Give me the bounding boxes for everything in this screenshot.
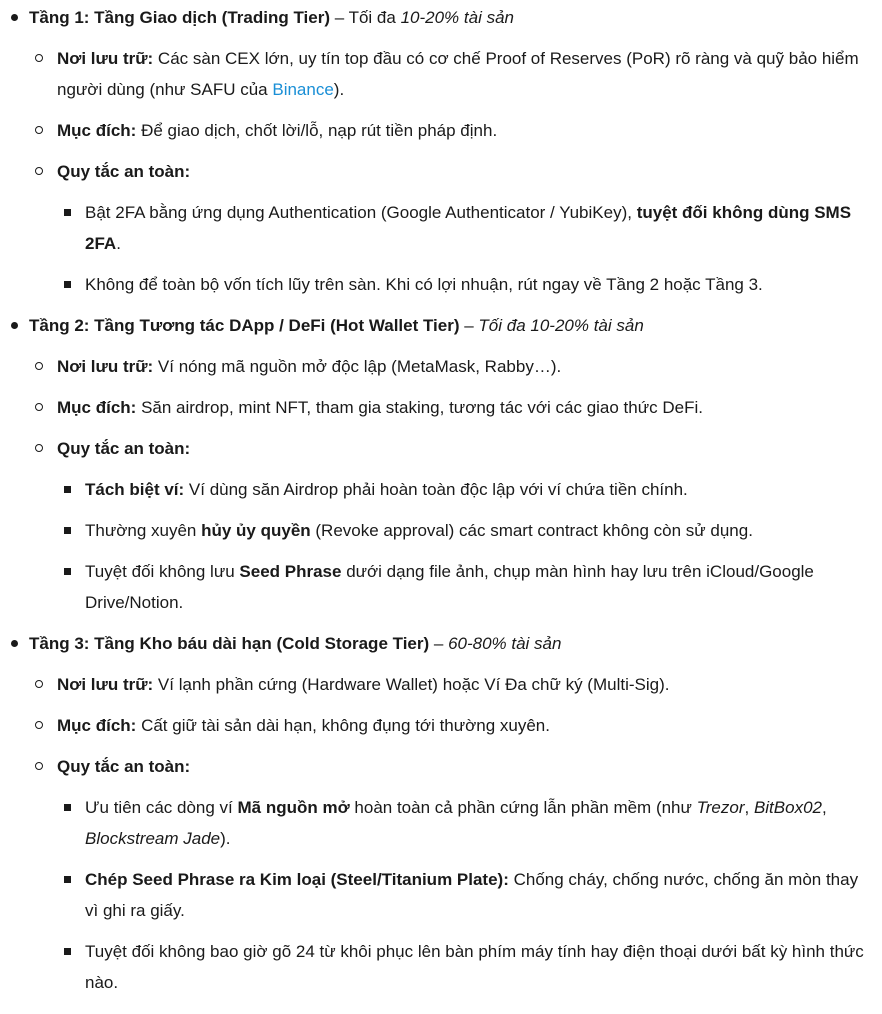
rule-item — [57, 556, 874, 618]
wallet-name: Trezor — [696, 798, 745, 817]
rules-item — [29, 751, 874, 998]
rules-item — [29, 156, 874, 300]
tier-allocation: Tối đa 10-20% tài sản — [478, 316, 644, 335]
disc-bullet-icon — [11, 322, 18, 329]
rule-text: dưới dạng file ảnh, chụp màn hình hay lưu trên iCloud/Google Drive/Notion. — [85, 562, 814, 612]
square-bullet-icon — [64, 527, 71, 534]
storage-text: Ví nóng mã nguồn mở độc lập (MetaMask, Rabby…). — [153, 357, 562, 376]
tier-1-details — [29, 43, 874, 300]
storage-item — [29, 669, 874, 700]
purpose-item — [29, 115, 874, 146]
purpose-label: Mục đích: — [57, 398, 137, 417]
circle-bullet-icon — [35, 762, 43, 770]
purpose-text: Để giao dịch, chốt lời/lỗ, nạp rút tiền pháp định. — [136, 121, 498, 140]
rule-text: Tuyệt đối không lưu — [85, 562, 240, 581]
rule-text: Chống cháy, chống nước, chống ăn mòn thay vì ghi ra giấy. — [85, 870, 859, 920]
rule-item — [57, 474, 874, 505]
circle-bullet-icon — [35, 721, 43, 729]
tier-2-heading — [29, 310, 874, 341]
disc-bullet-icon — [11, 14, 18, 21]
tier-title: Tầng 1: Tầng Giao dịch (Trading Tier) — [29, 8, 330, 27]
rule-list — [57, 474, 874, 618]
rule-text: , — [821, 798, 827, 817]
purpose-item — [29, 392, 874, 423]
tier-allocation: 60-80% tài sản — [448, 634, 562, 653]
circle-bullet-icon — [35, 403, 43, 411]
rule-text: . — [116, 234, 121, 253]
tier-3-heading — [29, 628, 874, 659]
storage-text-end: ). — [333, 80, 345, 99]
rule-text: , — [744, 798, 754, 817]
square-bullet-icon — [64, 209, 71, 216]
rule-text: Ví dùng săn Airdrop phải hoàn toàn độc lập với ví chứa tiền chính. — [184, 480, 688, 499]
tier-1-item — [0, 2, 882, 300]
rule-item — [57, 515, 874, 546]
circle-bullet-icon — [35, 362, 43, 370]
rules-label: Quy tắc an toàn: — [57, 439, 191, 458]
rule-text: Bật 2FA bằng ứng dụng Authentication (Google Authenticator / YubiKey), — [85, 203, 637, 222]
dash: – — [459, 316, 479, 335]
rule-text: Tuyệt đối không bao giờ gõ 24 từ khôi phục lên bàn phím máy tính hay điện thoại dưới bất kỳ hình thức nào. — [85, 942, 864, 992]
rule-text: Ưu tiên các dòng ví — [85, 798, 238, 817]
rule-item — [57, 864, 874, 926]
tier-title: Tầng 2: Tầng Tương tác DApp / DeFi (Hot Wallet Tier) — [29, 316, 460, 335]
rule-item — [57, 269, 874, 300]
circle-bullet-icon — [35, 126, 43, 134]
rule-item — [57, 197, 874, 259]
dash: – — [330, 8, 349, 27]
rule-text: Thường xuyên — [85, 521, 202, 540]
circle-bullet-icon — [35, 167, 43, 175]
square-bullet-icon — [64, 281, 71, 288]
storage-item — [29, 43, 874, 105]
tier-2-details — [29, 351, 874, 618]
circle-bullet-icon — [35, 444, 43, 452]
rules-item — [29, 433, 874, 618]
tier-2-item — [0, 310, 882, 618]
binance-link[interactable]: Binance — [272, 80, 334, 99]
tier-3-item — [0, 628, 882, 998]
allocation-prefix: Tối đa — [348, 8, 401, 27]
storage-text: Ví lạnh phần cứng (Hardware Wallet) hoặc Ví Đa chữ ký (Multi-Sig). — [153, 675, 670, 694]
rule-emphasis: Tách biệt ví: — [85, 480, 185, 499]
circle-bullet-icon — [35, 680, 43, 688]
storage-label: Nơi lưu trữ: — [57, 49, 154, 68]
rules-label: Quy tắc an toàn: — [57, 757, 191, 776]
tier-list — [0, 2, 882, 998]
rule-emphasis: hủy ủy quyền — [201, 521, 311, 540]
square-bullet-icon — [64, 876, 71, 883]
storage-label: Nơi lưu trữ: — [57, 357, 154, 376]
rule-list — [57, 197, 874, 300]
rule-item — [57, 936, 874, 998]
tier-allocation: 10-20% tài sản — [400, 8, 514, 27]
circle-bullet-icon — [35, 54, 43, 62]
purpose-label: Mục đích: — [57, 716, 137, 735]
wallet-name: Blockstream Jade — [85, 829, 221, 848]
wallet-name: BitBox02 — [753, 798, 822, 817]
tier-1-heading — [29, 2, 874, 33]
tier-title: Tầng 3: Tầng Kho báu dài hạn (Cold Storage Tier) — [29, 634, 430, 653]
rule-emphasis: Mã nguồn mở — [237, 798, 350, 817]
square-bullet-icon — [64, 804, 71, 811]
rule-text: (Revoke approval) các smart contract không còn sử dụng. — [310, 521, 753, 540]
purpose-text: Cất giữ tài sản dài hạn, không đụng tới thường xuyên. — [136, 716, 550, 735]
rule-text: Không để toàn bộ vốn tích lũy trên sàn. Khi có lợi nhuận, rút ngay về Tầng 2 hoặc Tầng 3. — [85, 275, 763, 294]
tier-3-details — [29, 669, 874, 998]
storage-item — [29, 351, 874, 382]
rule-emphasis: Chép Seed Phrase ra Kim loại (Steel/Titanium Plate): — [85, 870, 509, 889]
square-bullet-icon — [64, 486, 71, 493]
disc-bullet-icon — [11, 640, 18, 647]
purpose-text: Săn airdrop, mint NFT, tham gia staking, tương tác với các giao thức DeFi. — [136, 398, 703, 417]
rule-text: hoàn toàn cả phần cứng lẫn phần mềm (như — [349, 798, 697, 817]
purpose-label: Mục đích: — [57, 121, 137, 140]
purpose-item — [29, 710, 874, 741]
storage-text: Các sàn CEX lớn, uy tín top đầu có cơ chế Proof of Reserves (PoR) rõ ràng và quỹ bảo hiểm người dùng (như SAFU của — [57, 49, 859, 99]
rule-text: ). — [220, 829, 231, 848]
square-bullet-icon — [64, 568, 71, 575]
rule-list — [57, 792, 874, 998]
rule-emphasis: Seed Phrase — [239, 562, 342, 581]
rule-emphasis: tuyệt đối không dùng SMS 2FA — [85, 203, 852, 253]
rules-label: Quy tắc an toàn: — [57, 162, 191, 181]
rule-item — [57, 792, 874, 854]
dash: – — [429, 634, 449, 653]
storage-label: Nơi lưu trữ: — [57, 675, 154, 694]
square-bullet-icon — [64, 948, 71, 955]
